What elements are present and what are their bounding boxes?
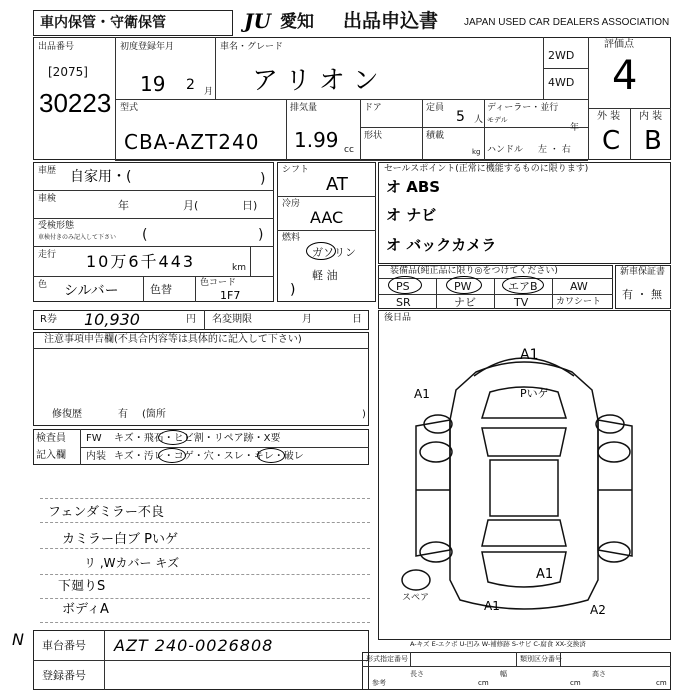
first-reg-month: 2	[186, 77, 195, 93]
color-code-label: 色コード	[200, 278, 237, 288]
capacity-value: 5	[456, 109, 465, 125]
note-line	[40, 498, 370, 499]
model-name: アリオン	[252, 66, 387, 96]
color-code: 1F7	[220, 289, 241, 302]
divider	[630, 108, 631, 160]
chassis-label: 車台番号	[42, 639, 86, 652]
mark-circle	[257, 448, 285, 463]
divider	[80, 429, 81, 465]
load-unit: kg	[472, 148, 481, 156]
first-reg-label: 初度登録年月	[120, 42, 175, 52]
color-value: シルバー	[64, 283, 119, 299]
lot-label: 出品番号	[38, 42, 75, 52]
divider	[286, 99, 287, 160]
note-line	[40, 622, 370, 623]
divider	[436, 278, 437, 309]
equip-tv: TV	[514, 296, 529, 309]
dealer-label: ディーラー・並行	[487, 103, 559, 113]
ticket-value: 10,930	[84, 310, 140, 329]
divider	[115, 99, 588, 100]
class-number-label: 類別区分番号	[520, 655, 562, 663]
name-change-day: 日	[352, 314, 362, 325]
color-label: 色	[38, 280, 48, 290]
diagram-spare: スペア	[402, 593, 430, 603]
name-change-label: 名変期限	[212, 314, 252, 325]
equip-airbag-circle	[502, 276, 544, 294]
equip-pw-circle	[446, 276, 482, 294]
width-unit: cm	[570, 679, 581, 687]
equipment-label: 装備品(純正品に限り◎をつけてください)	[390, 266, 558, 276]
lot-sub: [2075]	[48, 65, 88, 79]
ju-logo: JU	[244, 9, 271, 33]
chassis-value: AZT 240-0026808	[114, 636, 274, 655]
color-change-label: 色替	[150, 283, 172, 296]
displacement-unit: cc	[344, 145, 354, 155]
org-name: 愛知	[280, 12, 314, 32]
inspection-year: 年	[118, 199, 129, 212]
grade-label: 評価点	[604, 39, 634, 50]
inspector-row2: キズ・汚レ・コゲ・穴・スレ・キレ・破レ	[114, 451, 304, 462]
divider	[277, 196, 376, 197]
inspector-row1-head: FW	[86, 433, 102, 444]
shift-value: AT	[326, 174, 348, 195]
inspector-row1: キズ・飛石・ヒビ割・リペア跡・X要	[114, 433, 281, 444]
repair-label: 修復歴	[52, 409, 82, 420]
association-english: JAPAN USED CAR DEALERS ASSOCIATION	[464, 17, 670, 28]
ticket-unit: 円	[186, 314, 196, 325]
divider	[33, 276, 274, 277]
model-year-unit: 年	[570, 123, 580, 133]
ticket-label: R券	[40, 314, 57, 325]
handwritten-note-1: フェンダミラー不良	[48, 505, 164, 520]
height-unit: cm	[656, 679, 667, 687]
warranty-label: 新車保証書	[620, 267, 666, 277]
note-line	[40, 522, 370, 523]
divider	[250, 246, 251, 276]
equip-navi: ナビ	[454, 296, 476, 309]
diagram-a1-left: A1	[414, 387, 430, 401]
divider	[543, 68, 588, 69]
diagram-a2: A2	[590, 603, 606, 617]
divider	[204, 310, 205, 330]
car-damage-diagram	[378, 330, 671, 630]
mark-circle	[158, 448, 186, 463]
displacement-label: 排気量	[290, 103, 318, 113]
inspection-month: 月(	[183, 199, 199, 212]
mileage-unit: km	[232, 263, 246, 273]
divider	[378, 294, 613, 295]
inspector-row2-head: 内装	[86, 451, 106, 462]
corner-mark: N	[12, 630, 24, 649]
divider	[80, 447, 369, 448]
note-line	[40, 574, 370, 575]
load-label: 積載	[426, 131, 445, 141]
repair-close: )	[362, 409, 366, 420]
registration-label: 登録番号	[42, 669, 86, 682]
receive-note: 車検付きのみ記入して下さい	[38, 234, 117, 241]
capacity-label: 定員	[426, 103, 445, 113]
name-change-month: 月	[302, 314, 312, 325]
diagram-a1-low: A1	[484, 599, 500, 613]
divider	[362, 666, 671, 667]
equip-aw: AW	[570, 280, 588, 293]
fuel-bracket: )	[290, 282, 296, 298]
divider	[277, 230, 376, 231]
fuel-diesel: 軽 油	[312, 269, 338, 282]
note-line	[40, 548, 370, 549]
form-title: 出品申込書	[343, 10, 439, 32]
history-value: 自家用・(	[70, 169, 132, 185]
divider	[33, 660, 369, 661]
type-value: CBA-AZT240	[124, 130, 260, 154]
divider	[33, 190, 274, 191]
reference-label: 参考	[372, 679, 386, 687]
divider	[115, 160, 588, 161]
equip-ps: PS	[396, 280, 410, 293]
first-reg-year: 19	[140, 72, 166, 96]
divider	[360, 127, 588, 128]
grade-value: 4	[612, 53, 638, 99]
note-line	[40, 598, 370, 599]
divider	[143, 276, 144, 302]
height-label: 高さ	[592, 670, 606, 678]
mileage-value: 10万6千443	[86, 252, 196, 271]
divider	[195, 276, 196, 302]
receive-close: )	[258, 227, 264, 243]
model-year-label: モデル	[487, 116, 508, 124]
divider	[360, 99, 361, 160]
mileage-label: 走行	[38, 250, 57, 260]
history-close: )	[260, 171, 266, 187]
model-label: 車名・グレード	[220, 42, 284, 52]
first-reg-month-unit: 月	[204, 87, 214, 97]
handle-label: ハンドル	[487, 145, 524, 155]
divider	[552, 278, 553, 309]
length-unit: cm	[478, 679, 489, 687]
divider	[215, 37, 216, 99]
drive-2wd: 2WD	[548, 49, 575, 62]
selling-point-2: オ ナビ	[386, 206, 437, 224]
diagram-p-note: Pいゲ	[520, 387, 549, 400]
divider	[484, 99, 485, 160]
shape-label: 形状	[364, 131, 383, 141]
ac-value: AAC	[310, 208, 344, 227]
after-label: 後日品	[384, 313, 412, 323]
divider	[588, 37, 589, 160]
divider	[33, 348, 369, 349]
lot-number: 30223	[39, 88, 112, 118]
divider	[516, 652, 517, 666]
displacement-value: 1.99	[294, 128, 339, 152]
exterior-label: 外 装	[597, 111, 621, 122]
diagram-legend: A-キズ E-エクボ U-凹み W-補修跡 S-サビ C-腐食 XX-交換済	[410, 640, 586, 648]
notes-block	[33, 332, 369, 426]
divider	[104, 630, 105, 690]
equip-sr: SR	[396, 296, 411, 309]
receive-open: (	[142, 227, 148, 243]
divider	[33, 246, 274, 247]
length-label: 長さ	[410, 670, 424, 678]
doors-label: ドア	[364, 103, 382, 113]
storage-label: 車内保管・守衛保管	[40, 15, 166, 31]
diagram-a1-top: A1	[520, 347, 539, 363]
type-label: 型式	[120, 103, 139, 113]
capacity-unit: 人	[474, 115, 484, 125]
width-label: 幅	[500, 670, 507, 678]
fuel-gasoline: ガソリン	[312, 246, 356, 259]
fuel-label: 燃料	[282, 233, 301, 243]
inspection-day: 日)	[242, 199, 258, 212]
ac-label: 冷房	[282, 199, 301, 209]
diagram-a1-bottom: A1	[536, 567, 554, 582]
inspector-label-2: 記入欄	[36, 450, 66, 461]
inspection-label: 車検	[38, 194, 57, 204]
shift-label: シフト	[282, 165, 310, 175]
handwritten-note-5: ボディA	[62, 602, 109, 617]
divider	[494, 278, 495, 309]
drive-4wd: 4WD	[548, 76, 575, 89]
repair-part: (箇所	[142, 409, 166, 420]
history-label: 車歴	[38, 166, 57, 176]
divider	[410, 652, 411, 666]
selling-label: セールスポイント(正常に機能するものに限ります)	[384, 164, 589, 174]
divider	[33, 218, 274, 219]
repair-has: 有	[118, 409, 128, 420]
notes-label: 注意事項申告欄(不具合内容等は具体的に記入して下さい)	[44, 334, 302, 345]
handwritten-note-3: リ ,Wカバー キズ	[84, 556, 180, 570]
handwritten-note-2: カミラー白ブ Pいゲ	[62, 532, 178, 547]
interior-label: 内 装	[639, 111, 663, 122]
divider	[422, 99, 423, 160]
interior-grade: B	[644, 126, 662, 156]
selling-point-3: オ バックカメラ	[386, 236, 497, 254]
equip-pw: PW	[454, 280, 472, 293]
form-number-label: 形式指定番号	[366, 655, 408, 663]
handle-value: 左 ・ 右	[538, 145, 571, 155]
receive-label: 受検形態	[38, 221, 75, 231]
selling-point-1: オ ABS	[386, 178, 441, 196]
warranty-value: 有 ・ 無	[622, 288, 662, 301]
equip-seat: カワシート	[556, 297, 602, 307]
equip-airbag: エアB	[508, 280, 538, 293]
exterior-grade: C	[602, 126, 621, 156]
handwritten-note-4: 下廻りS	[58, 579, 106, 594]
equip-ps-circle	[388, 276, 422, 294]
mark-circle	[158, 430, 188, 445]
inspector-label-1: 検査員	[36, 433, 66, 444]
